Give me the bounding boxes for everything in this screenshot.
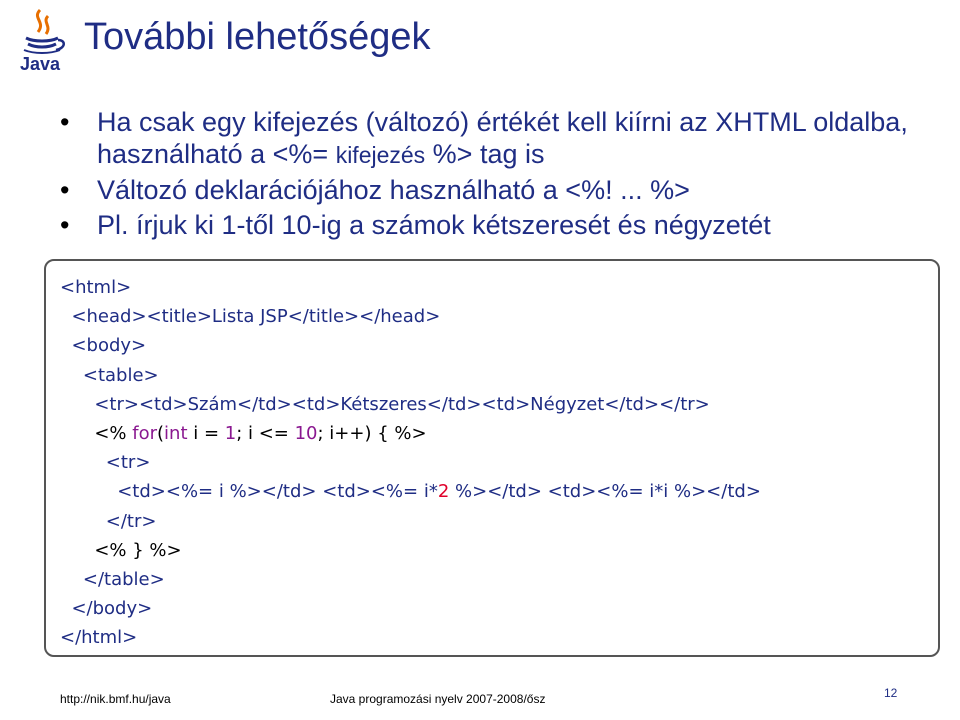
slide-title: További lehetőségek bbox=[84, 16, 431, 58]
bullet-item: • Pl. írjuk ki 1-től 10-ig a számok kétszeresét és négyzetét bbox=[60, 210, 771, 240]
code-line: <table> bbox=[60, 364, 159, 386]
java-logo bbox=[10, 6, 74, 76]
footer-course: Java programozási nyelv 2007-2008/ősz bbox=[330, 692, 546, 706]
bullet-dot-icon: • bbox=[60, 107, 70, 137]
java-logo-text: Java bbox=[20, 54, 61, 74]
bullet-item: • Ha csak egy kifejezés (változó) értékét kell kiírni az XHTML oldalba, használható a <%= kifejezés %> tag is bbox=[60, 107, 908, 169]
bullet-dot-icon: • bbox=[60, 175, 70, 205]
code-keyword: for bbox=[132, 422, 157, 444]
bullet-list bbox=[60, 106, 940, 244]
code-listing bbox=[60, 273, 761, 652]
code-line: <td><%= i %></td> <td><%= i*2 %></td> <td><%= i*i %></td> bbox=[60, 481, 761, 503]
page-number: 12 bbox=[884, 686, 898, 700]
bullet-item: • Változó deklarációjához használható a <%! ... %> bbox=[60, 175, 690, 205]
code-number: 1 bbox=[224, 422, 237, 444]
code-number: 10 bbox=[294, 422, 318, 444]
code-box bbox=[44, 259, 940, 657]
footer-url: http://nik.bmf.hu/java bbox=[60, 692, 171, 706]
code-line: </tr> bbox=[60, 510, 157, 532]
code-line: </body> bbox=[60, 598, 153, 620]
code-line: <% for(int i = 1; i <= 10; i++) { %> bbox=[60, 422, 427, 444]
bullet-dot-icon: • bbox=[60, 210, 70, 240]
code-keyword: int bbox=[164, 422, 188, 444]
code-line: </table> bbox=[60, 568, 165, 590]
code-line: <% } %> bbox=[60, 539, 182, 561]
code-line: <tr><td>Szám</td><td>Kétszeres</td><td>Négyzet</td></tr> bbox=[60, 393, 710, 415]
code-line: <head><title>Lista JSP</title></head> bbox=[60, 306, 441, 328]
code-line: <body> bbox=[60, 335, 147, 357]
code-line: <html> bbox=[60, 277, 132, 298]
code-line: <tr> bbox=[60, 452, 151, 474]
code-number: 2 bbox=[437, 481, 450, 503]
code-line: </html> bbox=[60, 627, 138, 649]
